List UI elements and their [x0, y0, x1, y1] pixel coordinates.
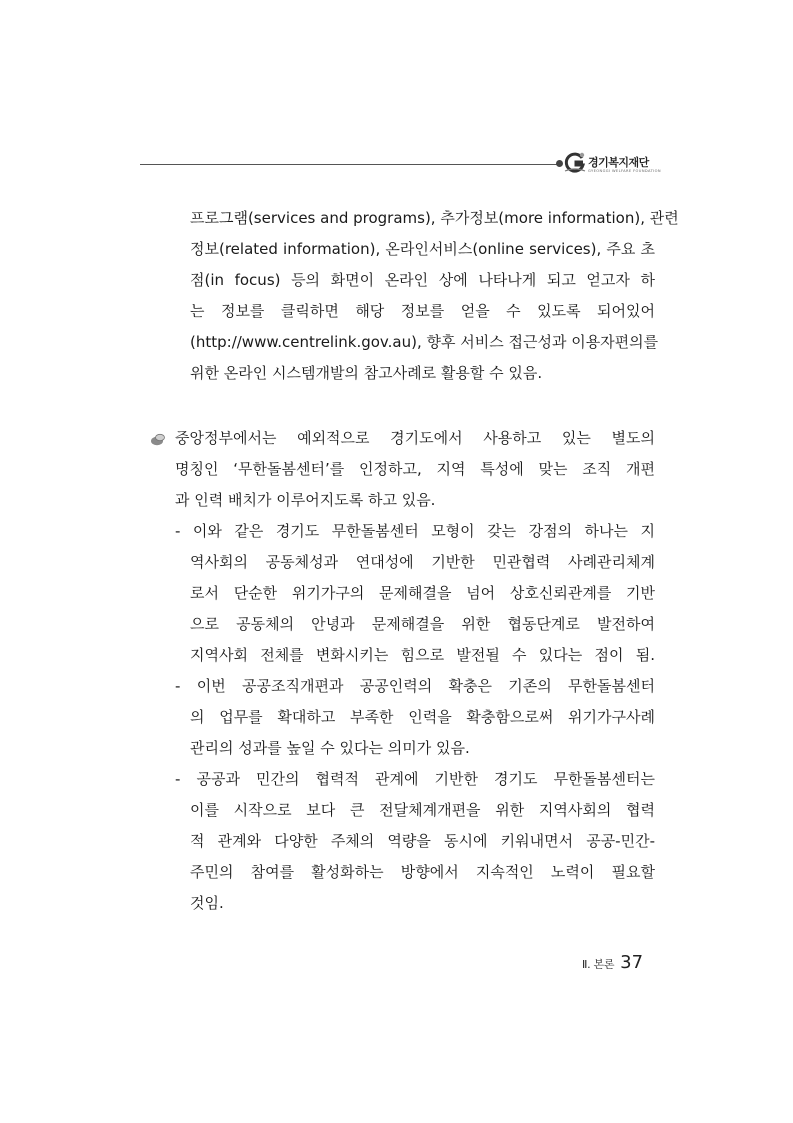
- paragraph-line: (http://www.centrelink.gov.au), 향후 서비스 접근성과 이용자편의를: [190, 333, 659, 351]
- dash-item-line: - 공공과 민간의 협력적 관계에 기반한 경기도 무한돌봄센터는: [175, 770, 655, 788]
- bullet-line: 과 인력 배치가 이루어지도록 하고 있음.: [175, 491, 436, 509]
- bullet-icon: [150, 432, 166, 446]
- dash-item-line: 적 관계와 다양한 주체의 역량을 동시에 키워내면서 공공-민간-: [190, 832, 655, 850]
- foundation-name: 경기복지재단: [588, 156, 649, 169]
- dash-item-line: - 이번 공공조직개편과 공공인력의 확충은 기존의 무한돌봄센터: [175, 677, 655, 695]
- page-number: 37: [620, 952, 644, 973]
- paragraph-line: 정보(related information), 온라인서비스(online services), 주요 초: [190, 240, 655, 258]
- dash-item-line: 역사회의 공동체성과 연대성에 기반한 민관협력 사례관리체계: [190, 553, 655, 571]
- header-rule: [140, 164, 560, 165]
- dash-item-line: 이를 시작으로 보다 큰 전달체계개편을 위한 지역사회의 협력: [190, 801, 655, 819]
- paragraph-line: 위한 온라인 시스템개발의 참고사례로 활용할 수 있음.: [190, 364, 543, 382]
- section-label: Ⅱ. 본론: [582, 958, 615, 971]
- foundation-logo: [563, 148, 663, 178]
- header-rule-end-dot: [556, 160, 563, 167]
- dash-item-line: 지역사회 전체를 변화시키는 힘으로 발전될 수 있다는 점이 됨.: [190, 646, 655, 664]
- dash-item-line: 것임.: [190, 894, 224, 912]
- dash-item-line: 의 업무를 확대하고 부족한 인력을 확충함으로써 위기가구사례: [190, 708, 655, 726]
- dash-item-line: 로서 단순한 위기가구의 문제해결을 넘어 상호신뢰관계를 기반: [190, 584, 655, 602]
- dash-item-line: 으로 공동체의 안녕과 문제해결을 위한 협동단계로 발전하여: [190, 615, 655, 633]
- page-footer: [582, 952, 643, 973]
- paragraph-line: 프로그램(services and programs), 추가정보(more information), 관련: [190, 209, 679, 227]
- foundation-subtitle: GYEONGGI WELFARE FOUNDATION: [588, 169, 661, 173]
- bullet-line: 중앙정부에서는 예외적으로 경기도에서 사용하고 있는 별도의: [175, 429, 655, 447]
- dash-item-line: - 이와 같은 경기도 무한돌봄센터 모형이 갖는 강점의 하나는 지: [175, 522, 655, 540]
- dash-item-line: 관리의 성과를 높일 수 있다는 의미가 있음.: [190, 739, 470, 757]
- foundation-logo-mark-icon: [563, 150, 587, 174]
- dash-item-line: 주민의 참여를 활성화하는 방향에서 지속적인 노력이 필요할: [190, 863, 655, 881]
- bullet-line: 명칭인 ‘무한돌봄센터’를 인정하고, 지역 특성에 맞는 조직 개편: [175, 460, 655, 478]
- paragraph-line: 점(in focus) 등의 화면이 온라인 상에 나타나게 되고 얻고자 하: [190, 271, 655, 289]
- paragraph-line: 는 정보를 클릭하면 해당 정보를 얻을 수 있도록 되어있어: [190, 302, 655, 320]
